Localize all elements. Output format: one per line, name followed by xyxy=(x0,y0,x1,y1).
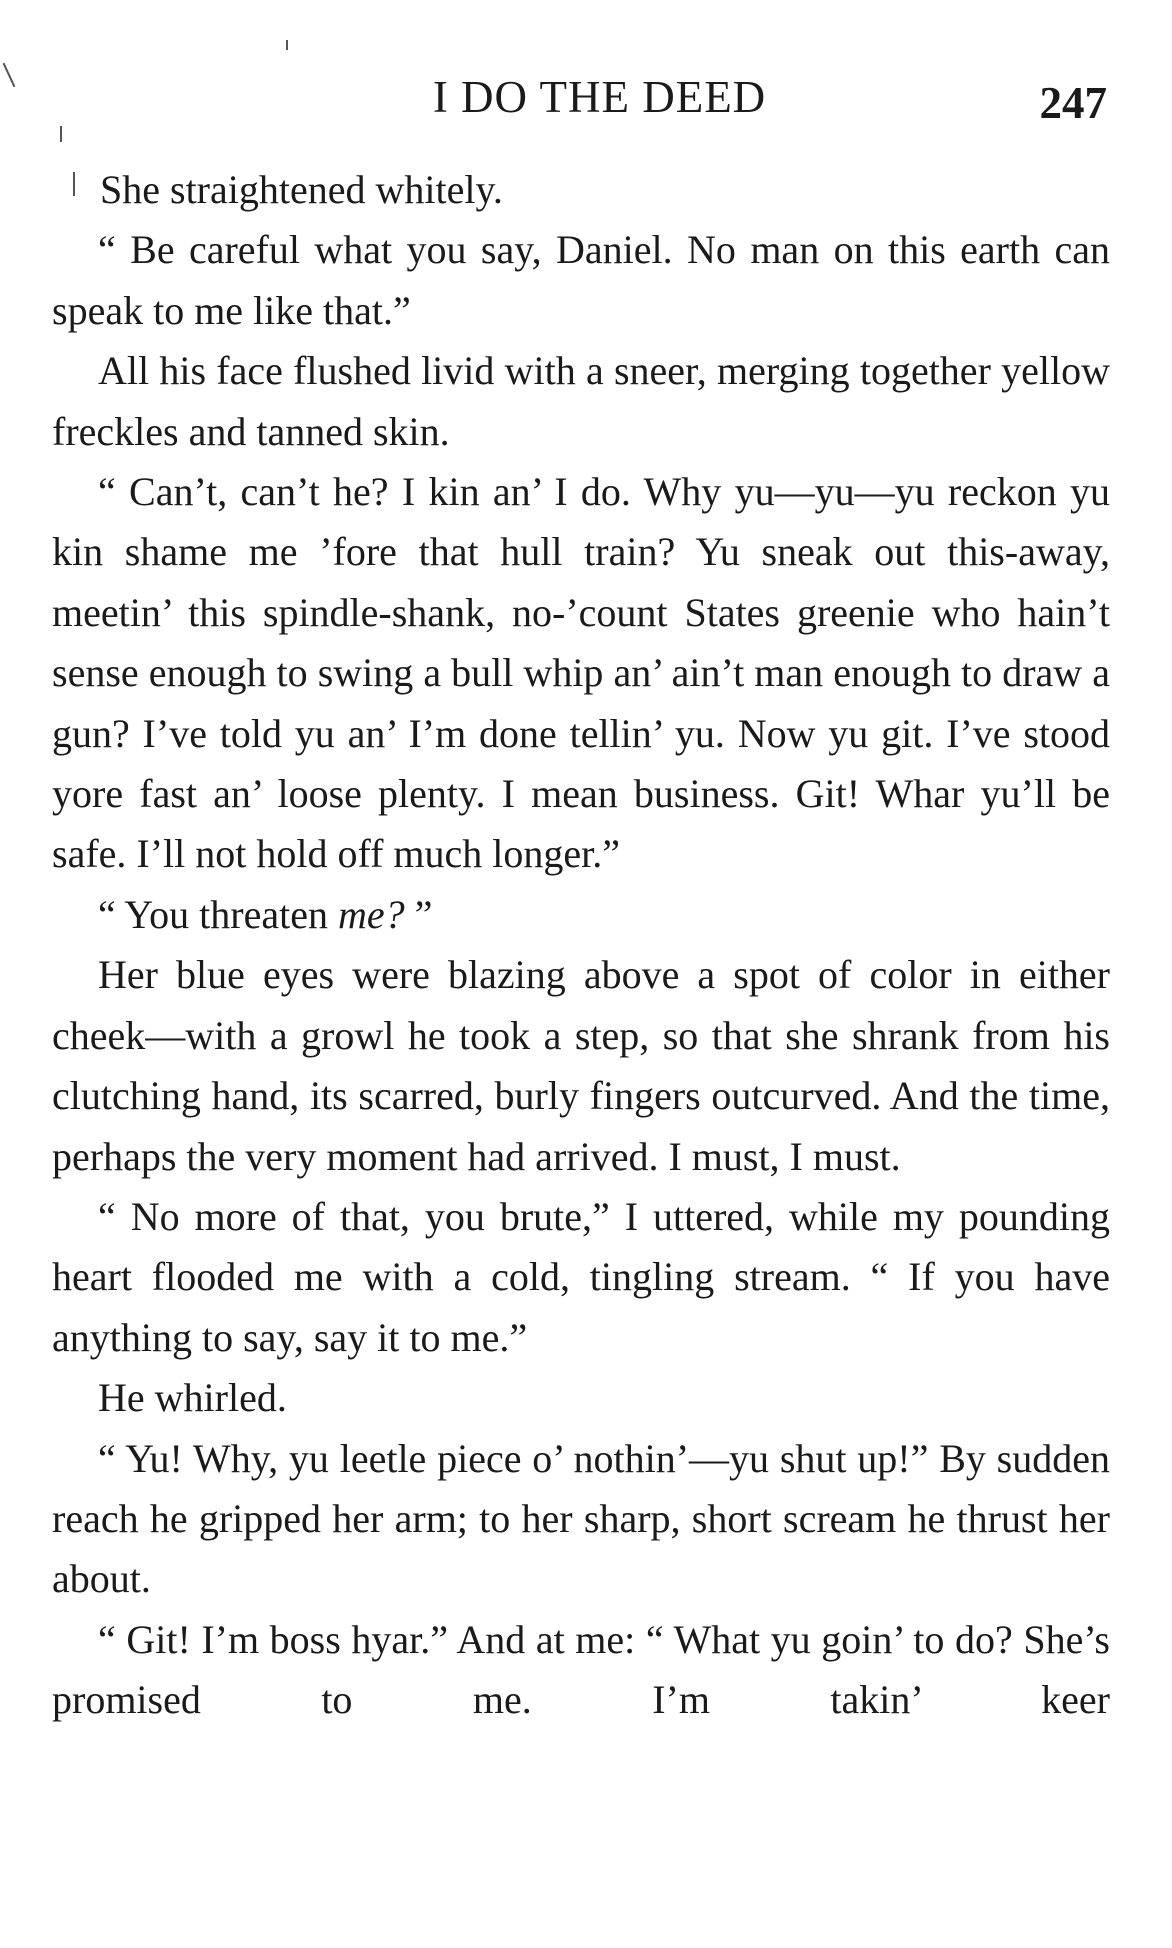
paragraph: “ Can’t, can’t he? I kin an’ I do. Why yu—yu—yu reckon yu kin shame me ’fore that hull train? Yu sneak out this-away, meetin’ this spindle-shank, no-’count States greenie who hain’t sense enough to swing a bull whip an’ ain’t man enough to draw a gun? I’ve told yu an’ I’m done tellin’ yu. Now yu git. I’ve stood yore fast an’ loose plenty. I mean business. Git! Whar yu’ll be safe. I’ll not hold off much longer.” xyxy=(52,469,1110,877)
stray-mark xyxy=(3,63,16,87)
paragraph: “ Be careful what you say, Daniel. No man on this earth can speak to me like that.” xyxy=(52,227,1110,333)
paragraph-text: ” xyxy=(404,891,433,937)
paragraph xyxy=(52,885,1110,945)
paragraph: She straightened whitely. xyxy=(100,167,503,212)
body-text xyxy=(52,160,1110,1731)
paragraph: “ Git! I’m boss hyar.” And at me: “ What yu goin’ to do? She’s promised to me. I’m takin’ keer xyxy=(52,1616,1110,1723)
paragraph: “ No more of that, you brute,” I uttered, while my pounding heart flooded me with a cold, tingling stream. “ If you have anything to say, say it to me.” xyxy=(52,1193,1110,1360)
emphasized-word: me? xyxy=(337,891,405,937)
paragraph-text: “ You threaten xyxy=(98,891,338,937)
paragraph: “ Yu! Why, yu leetle piece o’ nothin’—yu shut up!” By sudden reach he gripped her arm; to her sharp, short scream he thrust her about. xyxy=(52,1435,1110,1602)
running-head: I DO THE DEED xyxy=(432,72,767,122)
paragraph: Her blue eyes were blazing above a spot of color in either cheek—with a growl he took a step, so that she shrank from his clutching hand, its scarred, burly fingers outcurved. And the time, perhaps the very moment had arrived. I must, I must. xyxy=(52,952,1110,1179)
page-number: 247 xyxy=(1039,78,1107,128)
page-header xyxy=(52,62,1107,132)
stray-mark xyxy=(286,40,288,50)
paragraph: All his face flushed livid with a sneer, merging together yellow freckles and tanned skin. xyxy=(52,348,1110,454)
paragraph: He whirled. xyxy=(98,1375,287,1421)
